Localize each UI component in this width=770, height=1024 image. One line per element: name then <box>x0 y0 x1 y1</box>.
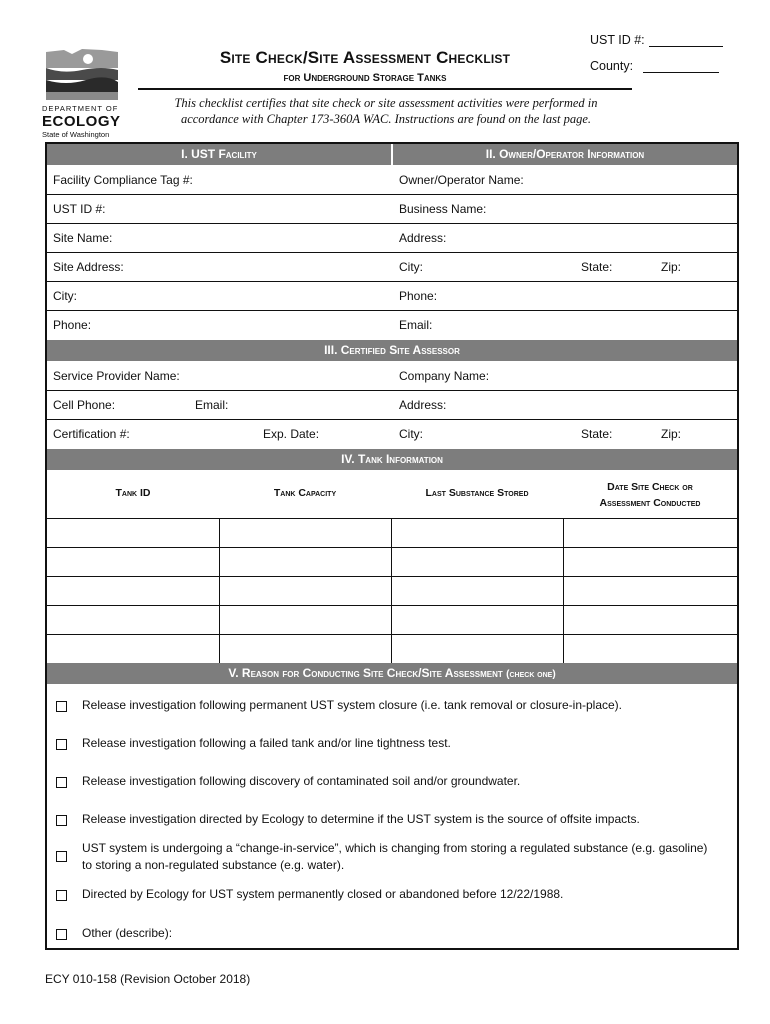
row-3 <box>47 224 737 253</box>
reason-option-label: Release investigation following discovery of contaminated soil and/or groundwater. <box>82 774 521 788</box>
company-name-field[interactable]: Company Name: <box>399 369 490 383</box>
tank-row[interactable] <box>47 577 737 606</box>
ust-id-field[interactable]: UST ID #: <box>53 202 106 216</box>
section-4-header: IV. Tank Information <box>47 449 737 470</box>
page-title: Site Check/Site Assessment Checklist <box>219 48 511 67</box>
owner-phone-field[interactable]: Phone: <box>399 289 438 303</box>
logo-ecology-text: ECOLOGY <box>42 113 121 130</box>
facility-tag-field[interactable]: Facility Compliance Tag #: <box>53 173 193 187</box>
section-5-header <box>47 663 737 684</box>
tank-grid-line <box>219 519 220 663</box>
assessor-row-2 <box>47 391 737 420</box>
col-date-line-2: Assessment Conducted <box>599 497 701 509</box>
page-subtitle: for Underground Storage Tanks <box>283 72 447 84</box>
header-split <box>391 144 393 165</box>
site-address-field[interactable]: Site Address: <box>53 260 124 274</box>
reason-option-label: Release investigation following a failed tank and/or line tightness test. <box>82 736 451 750</box>
top-county-label: County: <box>590 59 634 73</box>
row-5 <box>47 282 737 311</box>
site-name-field[interactable]: Site Name: <box>53 231 113 245</box>
checkbox[interactable] <box>56 777 67 788</box>
tank-row[interactable] <box>47 635 737 663</box>
checkbox[interactable] <box>56 815 67 826</box>
row-6 <box>47 311 737 339</box>
checkbox[interactable] <box>56 890 67 901</box>
cell-phone-field[interactable]: Cell Phone: <box>53 398 116 412</box>
business-name-field[interactable]: Business Name: <box>399 202 487 216</box>
checkbox[interactable] <box>56 851 67 862</box>
site-city-field[interactable]: City: <box>53 289 77 303</box>
intro-line-1: This checklist certifies that site check or site assessment activities were performed in <box>174 96 598 110</box>
section-5-title: V. Reason for Conducting Site Check/Site Assessment <box>228 666 503 680</box>
tank-grid-line <box>391 519 392 663</box>
row-4 <box>47 253 737 282</box>
row-1 <box>47 166 737 195</box>
top-ust-id-label: UST ID #: <box>590 33 645 47</box>
reason-option-label: Release investigation directed by Ecology to determine if the UST system is the source of offsite impacts. <box>82 812 640 826</box>
exp-date-field[interactable]: Exp. Date: <box>263 427 320 441</box>
ecology-logo-graphic <box>42 46 126 106</box>
section-2-header: II. Owner/Operator Information <box>393 144 737 165</box>
checkbox[interactable] <box>56 739 67 750</box>
assessor-row-3 <box>47 420 737 448</box>
site-phone-field[interactable]: Phone: <box>53 318 92 332</box>
section-1-header: I. UST Facility <box>47 144 391 165</box>
title-divider <box>138 88 632 90</box>
ecology-logo <box>42 46 126 142</box>
tank-table-header <box>47 471 737 519</box>
col-tank-id: Tank ID <box>115 487 151 499</box>
assessor-zip-field[interactable]: Zip: <box>661 427 682 441</box>
tank-grid-line <box>563 519 564 663</box>
owner-city-field[interactable]: City: <box>399 260 423 274</box>
top-ust-id-field[interactable] <box>590 33 723 47</box>
logo-state-text: State of Washington <box>42 130 110 139</box>
section-5-note: (check one) <box>506 669 556 680</box>
row-2 <box>47 195 737 224</box>
checkbox[interactable] <box>56 701 67 712</box>
assessor-row-1 <box>47 362 737 391</box>
assessor-state-field[interactable]: State: <box>581 427 613 441</box>
tank-row[interactable] <box>47 519 737 548</box>
col-date-conducted <box>563 479 737 511</box>
reason-option-label: Release investigation following permanent UST system closure (i.e. tank removal or closure-in-place). <box>82 698 623 712</box>
col-date-line-1: Date Site Check or <box>607 481 693 493</box>
intro-text <box>146 95 626 127</box>
top-county-field[interactable] <box>590 59 719 73</box>
reason-option-label: UST system is undergoing a “change-in-service”, which is changing from storing a regulated substance (e.g. gasoline) to storing a non-regulated substance (e.g. water). <box>82 841 708 872</box>
owner-name-field[interactable]: Owner/Operator Name: <box>399 173 524 187</box>
assessor-email-field[interactable]: Email: <box>195 398 229 412</box>
assessor-city-field[interactable]: City: <box>399 427 423 441</box>
assessor-address-field[interactable]: Address: <box>399 398 447 412</box>
tank-row[interactable] <box>47 548 737 577</box>
service-provider-field[interactable]: Service Provider Name: <box>53 369 180 383</box>
intro-line-2: accordance with Chapter 173-360A WAC. Instructions are found on the last page. <box>180 112 592 126</box>
owner-state-field[interactable]: State: <box>581 260 613 274</box>
col-last-substance: Last Substance Stored <box>425 487 529 499</box>
reason-option-label: Directed by Ecology for UST system permanently closed or abandoned before 12/22/1988. <box>82 887 564 901</box>
section-3-header: III. Certified Site Assessor <box>47 340 737 361</box>
col-tank-capacity: Tank Capacity <box>273 487 337 499</box>
checkbox[interactable] <box>56 929 67 940</box>
owner-zip-field[interactable]: Zip: <box>661 260 682 274</box>
owner-address-field[interactable]: Address: <box>399 231 447 245</box>
owner-email-field[interactable]: Email: <box>399 318 433 332</box>
logo-department-text: DEPARTMENT OF <box>42 104 119 113</box>
tank-row[interactable] <box>47 606 737 635</box>
reason-option-label: Other (describe): <box>82 926 173 940</box>
form-id-footer: ECY 010-158 (Revision October 2018) <box>45 972 251 986</box>
certification-field[interactable]: Certification #: <box>53 427 130 441</box>
